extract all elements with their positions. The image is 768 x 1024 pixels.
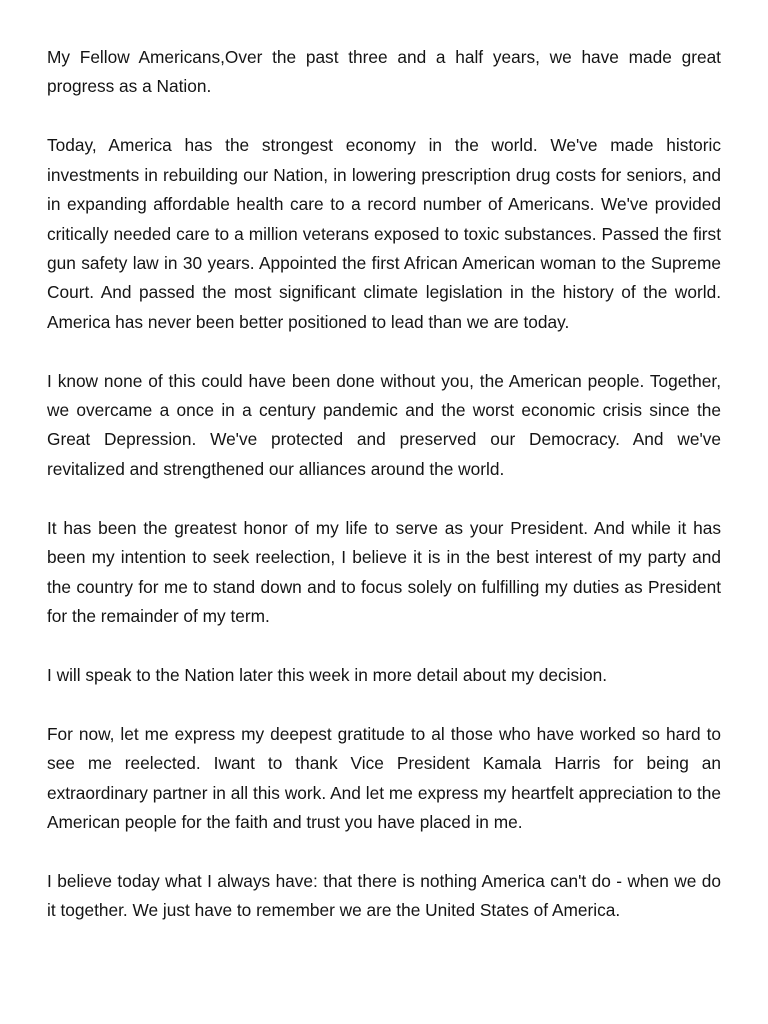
paragraph-accomplishments: Today, America has the strongest economy in the world. We've made historic investments in rebuilding our Nation, in lowering prescription drug costs for seniors, and in expanding affordable health care to a record number of Americans. We've provided critically needed care to a million veterans exposed to toxic substances. Passed the first gun safety law in 30 years. Appointed the first African American woman to the Supreme Court. And passed the most significant climate legislation in the history of the world. America has never been better positioned to lead than we are today.: [47, 135, 721, 332]
paragraph-decision: It has been the greatest honor of my life to serve as your President. And while it has been my intention to seek reelection, I believe it is in the best interest of my party and the country for me to stand down and to focus solely on fulfilling my duties as President for the remainder of my term.: [47, 517, 721, 626]
paragraph-closing: I believe today what I always have: that there is nothing America can't do - when we do it together. We just have to remember we are the United States of America.: [47, 870, 721, 921]
letter-body: [47, 43, 721, 926]
paragraph-speak-later: I will speak to the Nation later this week in more detail about my decision.: [47, 664, 607, 685]
paragraph-greeting: My Fellow Americans,Over the past three and a half years, we have made great progress as a Nation.: [47, 47, 721, 97]
paragraph-gratitude-people: I know none of this could have been done without you, the American people. Together, we overcame a once in a century pandemic and the worst economic crisis since the Great Depression. We've protected and preserved our Democracy. And we've revitalized and strengthened our alliances around the world.: [47, 370, 721, 479]
paragraph-thanks: For now, let me express my deepest gratitude to al those who have worked so hard to see me reelected. Iwant to thank Vice President Kamala Harris for being an extraordinary partner in all this work. And let me express my heartfelt appreciation to the American people for the faith and trust you have placed in me.: [47, 723, 721, 833]
